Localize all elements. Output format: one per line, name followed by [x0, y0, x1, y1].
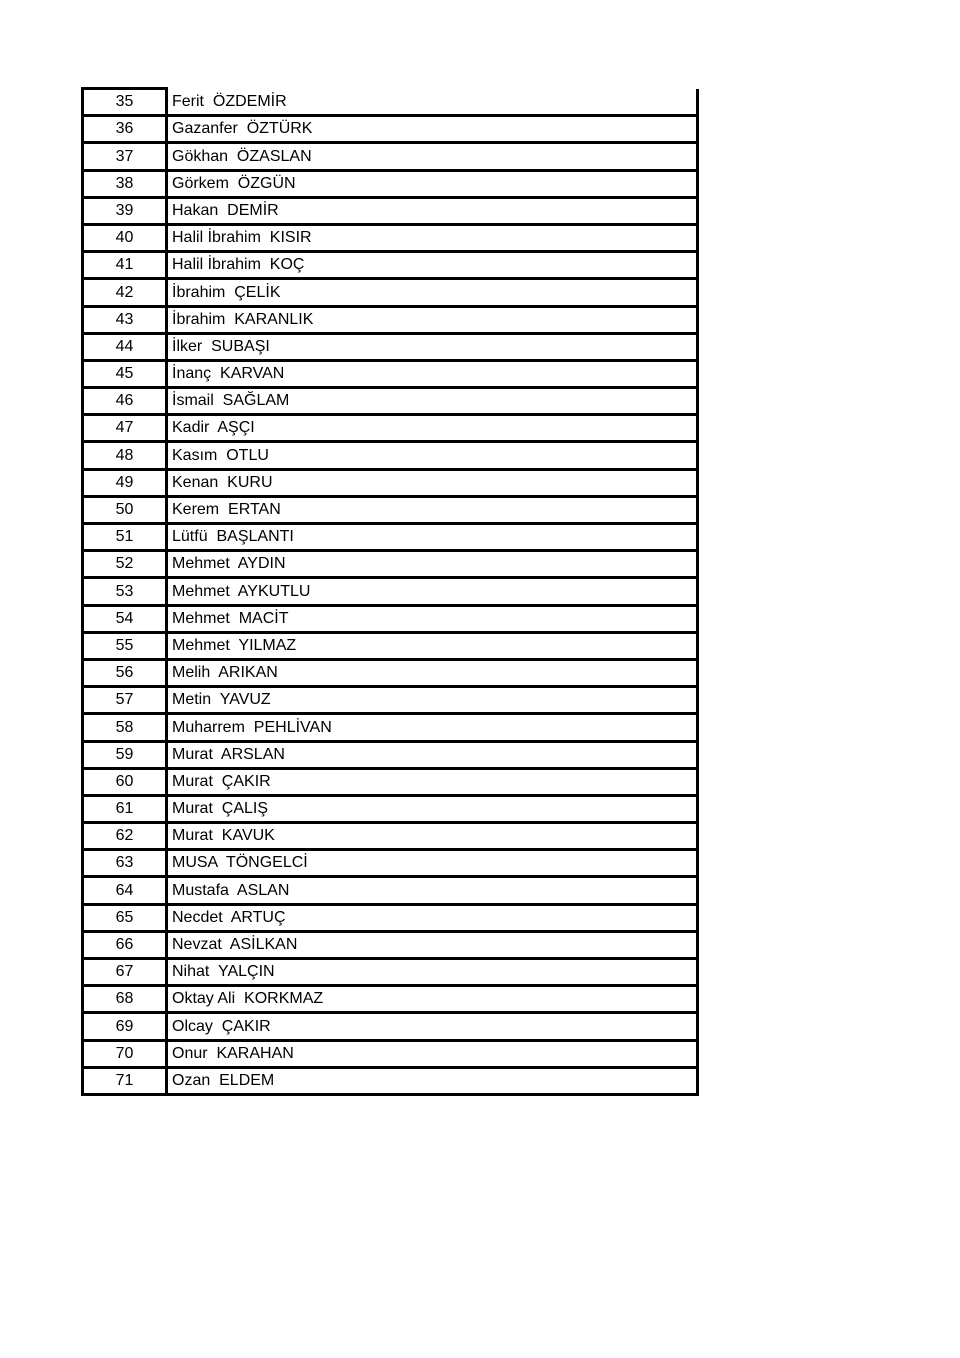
table-row: [83, 659, 698, 686]
table-row: [83, 170, 698, 197]
person-name-cell: İbrahim ÇELİK: [167, 279, 698, 306]
row-number-cell: 69: [83, 1013, 167, 1040]
table-row: [83, 415, 698, 442]
table-row: [83, 333, 698, 360]
row-number-cell: 57: [83, 687, 167, 714]
table-row: [83, 741, 698, 768]
table-row: [83, 388, 698, 415]
table-row: [83, 469, 698, 496]
person-name-cell: İnanç KARVAN: [167, 360, 698, 387]
table-row: [83, 279, 698, 306]
row-number-cell: 50: [83, 496, 167, 523]
person-name-cell: Ferit ÖZDEMİR: [167, 89, 698, 116]
table-row: [83, 986, 698, 1013]
person-name-cell: Onur KARAHAN: [167, 1040, 698, 1067]
person-name-cell: Kadir AŞÇI: [167, 415, 698, 442]
person-name-cell: Mehmet AYDIN: [167, 551, 698, 578]
table-row: [83, 1013, 698, 1040]
table-row: [83, 904, 698, 931]
person-name-cell: Murat ÇAKIR: [167, 768, 698, 795]
person-name-cell: Kerem ERTAN: [167, 496, 698, 523]
row-number-cell: 56: [83, 659, 167, 686]
row-number-cell: 35: [83, 89, 167, 116]
row-number-cell: 65: [83, 904, 167, 931]
row-number-cell: 53: [83, 578, 167, 605]
row-number-cell: 52: [83, 551, 167, 578]
table-row: [83, 306, 698, 333]
person-name-cell: Mustafa ASLAN: [167, 877, 698, 904]
row-number-cell: 48: [83, 442, 167, 469]
table-row: [83, 89, 698, 116]
person-name-cell: Nevzat ASİLKAN: [167, 931, 698, 958]
person-name-cell: Muharrem PEHLİVAN: [167, 714, 698, 741]
row-number-cell: 70: [83, 1040, 167, 1067]
row-number-cell: 49: [83, 469, 167, 496]
person-name-cell: Gazanfer ÖZTÜRK: [167, 116, 698, 143]
person-name-cell: Görkem ÖZGÜN: [167, 170, 698, 197]
person-name-cell: Murat ÇALIŞ: [167, 795, 698, 822]
row-number-cell: 71: [83, 1067, 167, 1094]
row-number-cell: 51: [83, 524, 167, 551]
person-name-cell: Metin YAVUZ: [167, 687, 698, 714]
person-name-cell: Halil İbrahim KISIR: [167, 224, 698, 251]
table-row: [83, 496, 698, 523]
roster-table-body: [83, 89, 698, 1095]
roster-table: [81, 87, 699, 1096]
row-number-cell: 61: [83, 795, 167, 822]
table-row: [83, 823, 698, 850]
person-name-cell: Lütfü BAŞLANTI: [167, 524, 698, 551]
table-row: [83, 116, 698, 143]
row-number-cell: 41: [83, 252, 167, 279]
row-number-cell: 47: [83, 415, 167, 442]
person-name-cell: Kasım OTLU: [167, 442, 698, 469]
person-name-cell: Murat KAVUK: [167, 823, 698, 850]
table-row: [83, 850, 698, 877]
table-row: [83, 687, 698, 714]
table-row: [83, 197, 698, 224]
row-number-cell: 37: [83, 143, 167, 170]
row-number-cell: 63: [83, 850, 167, 877]
person-name-cell: Hakan DEMİR: [167, 197, 698, 224]
row-number-cell: 67: [83, 959, 167, 986]
row-number-cell: 58: [83, 714, 167, 741]
table-row: [83, 714, 698, 741]
row-number-cell: 38: [83, 170, 167, 197]
table-row: [83, 877, 698, 904]
person-name-cell: Murat ARSLAN: [167, 741, 698, 768]
table-row: [83, 768, 698, 795]
table-row: [83, 442, 698, 469]
row-number-cell: 42: [83, 279, 167, 306]
row-number-cell: 55: [83, 632, 167, 659]
row-number-cell: 60: [83, 768, 167, 795]
table-row: [83, 252, 698, 279]
person-name-cell: Necdet ARTUÇ: [167, 904, 698, 931]
person-name-cell: Halil İbrahim KOÇ: [167, 252, 698, 279]
person-name-cell: Melih ARIKAN: [167, 659, 698, 686]
table-row: [83, 551, 698, 578]
person-name-cell: İbrahim KARANLIK: [167, 306, 698, 333]
table-row: [83, 143, 698, 170]
person-name-cell: Mehmet MACİT: [167, 605, 698, 632]
person-name-cell: Oktay Ali KORKMAZ: [167, 986, 698, 1013]
row-number-cell: 40: [83, 224, 167, 251]
row-number-cell: 64: [83, 877, 167, 904]
table-row: [83, 524, 698, 551]
row-number-cell: 66: [83, 931, 167, 958]
person-name-cell: İlker SUBAŞI: [167, 333, 698, 360]
person-name-cell: Kenan KURU: [167, 469, 698, 496]
row-number-cell: 68: [83, 986, 167, 1013]
person-name-cell: Mehmet AYKUTLU: [167, 578, 698, 605]
person-name-cell: Olcay ÇAKIR: [167, 1013, 698, 1040]
table-row: [83, 360, 698, 387]
person-name-cell: Gökhan ÖZASLAN: [167, 143, 698, 170]
table-row: [83, 224, 698, 251]
table-row: [83, 959, 698, 986]
table-row: [83, 1040, 698, 1067]
person-name-cell: İsmail SAĞLAM: [167, 388, 698, 415]
row-number-cell: 43: [83, 306, 167, 333]
person-name-cell: MUSA TÖNGELCİ: [167, 850, 698, 877]
table-row: [83, 931, 698, 958]
table-row: [83, 605, 698, 632]
row-number-cell: 45: [83, 360, 167, 387]
person-name-cell: Mehmet YILMAZ: [167, 632, 698, 659]
row-number-cell: 36: [83, 116, 167, 143]
person-name-cell: Ozan ELDEM: [167, 1067, 698, 1094]
table-row: [83, 795, 698, 822]
row-number-cell: 39: [83, 197, 167, 224]
table-row: [83, 1067, 698, 1094]
row-number-cell: 46: [83, 388, 167, 415]
row-number-cell: 59: [83, 741, 167, 768]
row-number-cell: 54: [83, 605, 167, 632]
row-number-cell: 62: [83, 823, 167, 850]
table-row: [83, 578, 698, 605]
person-name-cell: Nihat YALÇIN: [167, 959, 698, 986]
row-number-cell: 44: [83, 333, 167, 360]
table-row: [83, 632, 698, 659]
